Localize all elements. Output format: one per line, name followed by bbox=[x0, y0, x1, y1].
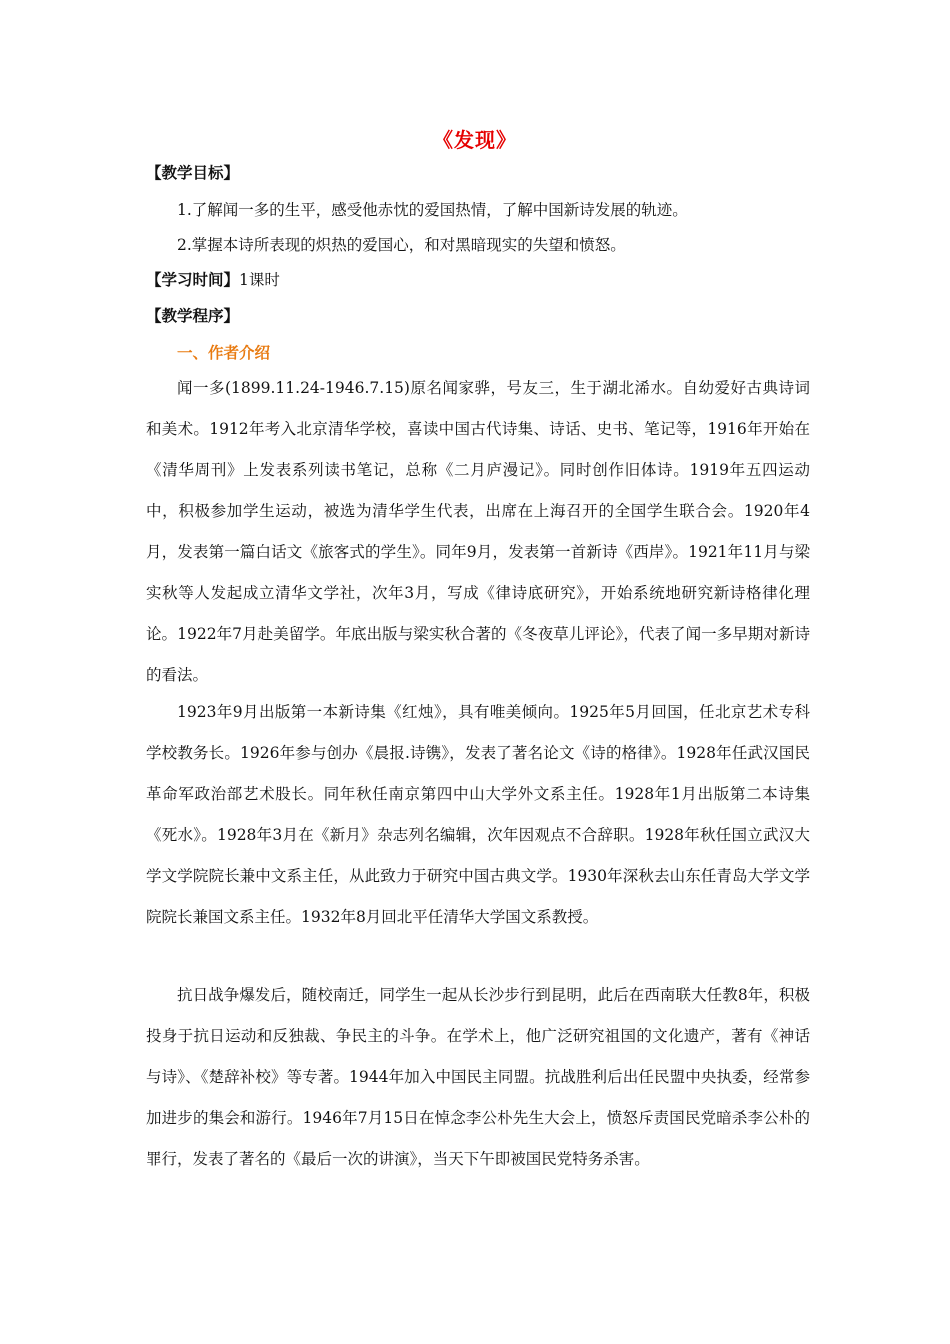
paragraph-3: 抗日战争爆发后，随校南迁，同学生一起从长沙步行到昆明，此后在西南联大任教8年，积极投身于抗日运动和反独裁、争民主的斗争。在学术上，他广泛研究祖国的文化遗产，著有《神话与诗》、《楚辞补校》等专著。1944年加入中国民主同盟。抗战胜利后出任民盟中央执委，经常参加进步的集会和游行。1946年7月15日在悼念李公朴先生大会上，愤怒斥责国民党暗杀李公朴的罪行，发表了著名的《最后一次的讲演》，当天下午即被国民党特务杀害。 bbox=[146, 986, 810, 1168]
time-heading: 【学习时间】 bbox=[146, 271, 240, 289]
procedure-heading: 【教学程序】 bbox=[146, 307, 240, 325]
time-value: 1课时 bbox=[239, 271, 280, 289]
goal-item-2: 2.掌握本诗所表现的炽热的爱国心，和对黑暗现实的失望和愤怒。 bbox=[177, 236, 626, 254]
section-heading-author: 一、作者介绍 bbox=[177, 344, 271, 362]
paragraph-1: 闻一多(1899.11.24-1946.7.15)原名闻家骅，号友三，生于湖北浠水。自幼爱好古典诗词和美术。1912年考入北京清华学校，喜读中国古代诗集、诗话、史书、笔记等，1916年开始在《清华周刊》上发表系列读书笔记，总称《二月庐漫记》。同时创作旧体诗。1919年五四运动中，积极参加学生运动，被选为清华学生代表，出席在上海召开的全国学生联合会。1920年4月，发表第一篇白话文《旅客式的学生》。同年9月，发表第一首新诗《西岸》。1921年11月与梁实秋等人发起成立清华文学社，次年3月，写成《律诗底研究》，开始系统地研究新诗格律化理论。1922年7月赴美留学。年底出版与梁实秋合著的《冬夜草儿评论》，代表了闻一多早期对新诗的看法。 bbox=[146, 379, 810, 684]
document-title: 《发现》 bbox=[433, 128, 517, 152]
goal-item-1: 1.了解闻一多的生平，感受他赤忱的爱国热情，了解中国新诗发展的轨迹。 bbox=[177, 201, 688, 219]
goals-heading: 【教学目标】 bbox=[146, 164, 240, 182]
study-time bbox=[146, 269, 280, 291]
paragraph-2: 1923年9月出版第一本新诗集《红烛》，具有唯美倾向。1925年5月回国，任北京艺术专科学校教务长。1926年参与创办《晨报.诗镌》，发表了著名论文《诗的格律》。1928年任武汉国民革命军政治部艺术股长。同年秋任南京第四中山大学外文系主任。1928年1月出版第二本诗集《死水》。1928年3月在《新月》杂志列名编辑，次年因观点不合辞职。1928年秋任国立武汉大学文学院院长兼中文系主任，从此致力于研究中国古典文学。1930年深秋去山东任青岛大学文学院院长兼国文系主任。1932年8月回北平任清华大学国文系教授。 bbox=[146, 703, 810, 926]
